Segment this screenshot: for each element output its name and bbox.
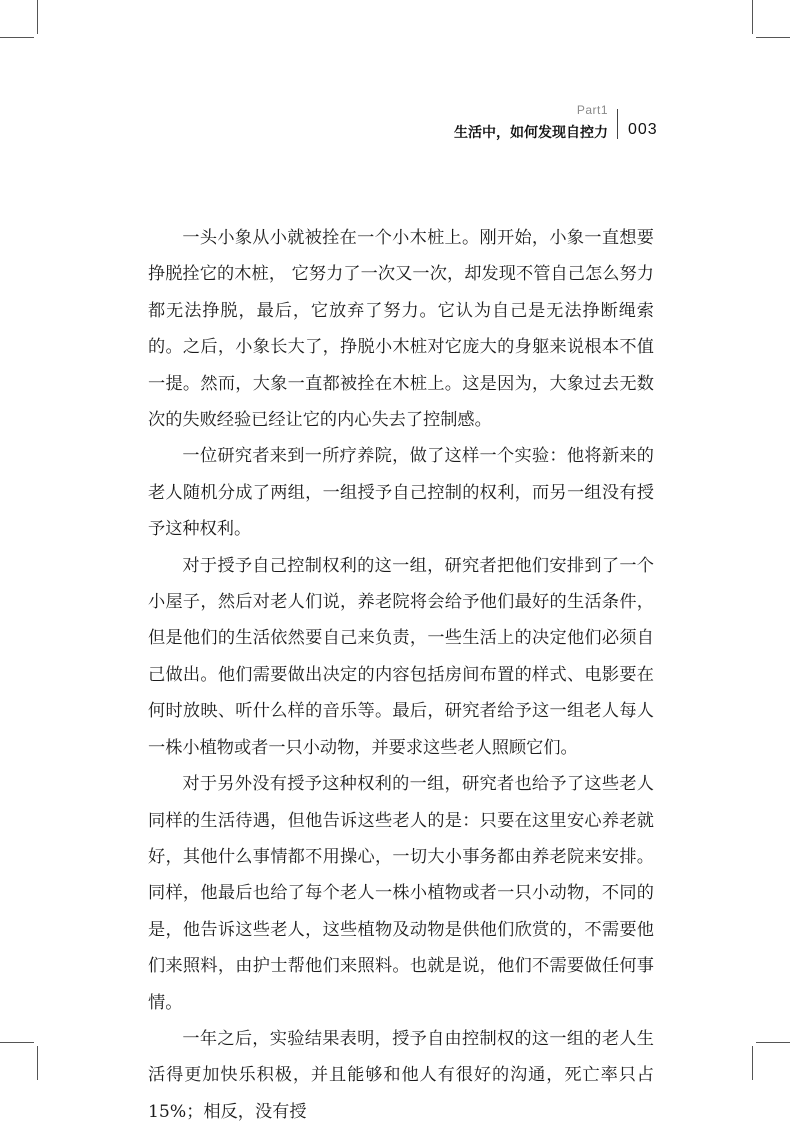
crop-mark [0,1042,34,1043]
paragraph: 一位研究者来到一所疗养院，做了这样一个实验：他将新来的老人随机分成了两组，一组授予自己控制的权利，而另一组没有授予这种权利。 [148,446,654,540]
crop-mark [752,1046,753,1080]
crop-mark [37,0,38,34]
page-number: 003 [628,121,658,138]
header-chapter-title: 生活中，如何发现自控力 [454,125,608,141]
header-divider [617,109,618,139]
header-part-label: Part1 [576,103,608,117]
body-text [148,220,654,1130]
crop-mark [756,1042,790,1043]
paragraph: 对于授予自己控制权利的这一组，研究者把他们安排到了一个小屋子，然后对老人们说，养老院将会给予他们最好的生活条件，但是他们的生活依然要自己来负责，一些生活上的决定他们必须自己做出。他们需要做出决定的内容包括房间布置的样式、电影要在何时放映、听什么样的音乐等。最后，研究者给予这一组老人每人一株小植物或者一只小动物，并要求这些老人照顾它们。 [148,555,654,758]
paragraph: 一年之后，实验结果表明，授予自由控制权的这一组的老人生活得更加快乐积极，并且能够和他人有很好的沟通，死亡率只占15%；相反，没有授 [148,1028,654,1122]
crop-mark [756,37,790,38]
crop-mark [0,37,34,38]
paragraph: 一头小象从小就被拴在一个小木桩上。刚开始，小象一直想要挣脱拴它的木桩， 它努力了一次又一次，却发现不管自己怎么努力都无法挣脱，最后，它放弃了努力。它认为自己是无法挣断绳索的。之后，小象长大了，挣脱小木桩对它庞大的身躯来说根本不值一提。然而，大象一直都被拴在木桩上。这是因为，大象过去无数次的失败经验已经让它的内心失去了控制感。 [148,228,654,431]
paragraph: 对于另外没有授予这种权利的一组，研究者也给予了这些老人同样的生活待遇，但他告诉这些老人的是：只要在这里安心养老就好，其他什么事情都不用操心，一切大小事务都由养老院来安排。同样，他最后也给了每个老人一株小植物或者一只小动物，不同的是，他告诉这些老人，这些植物及动物是供他们欣赏的，不需要他们来照料，由护士帮他们来照料。也就是说，他们不需要做任何事情。 [148,774,654,1013]
crop-mark [752,0,753,34]
crop-mark [37,1046,38,1080]
